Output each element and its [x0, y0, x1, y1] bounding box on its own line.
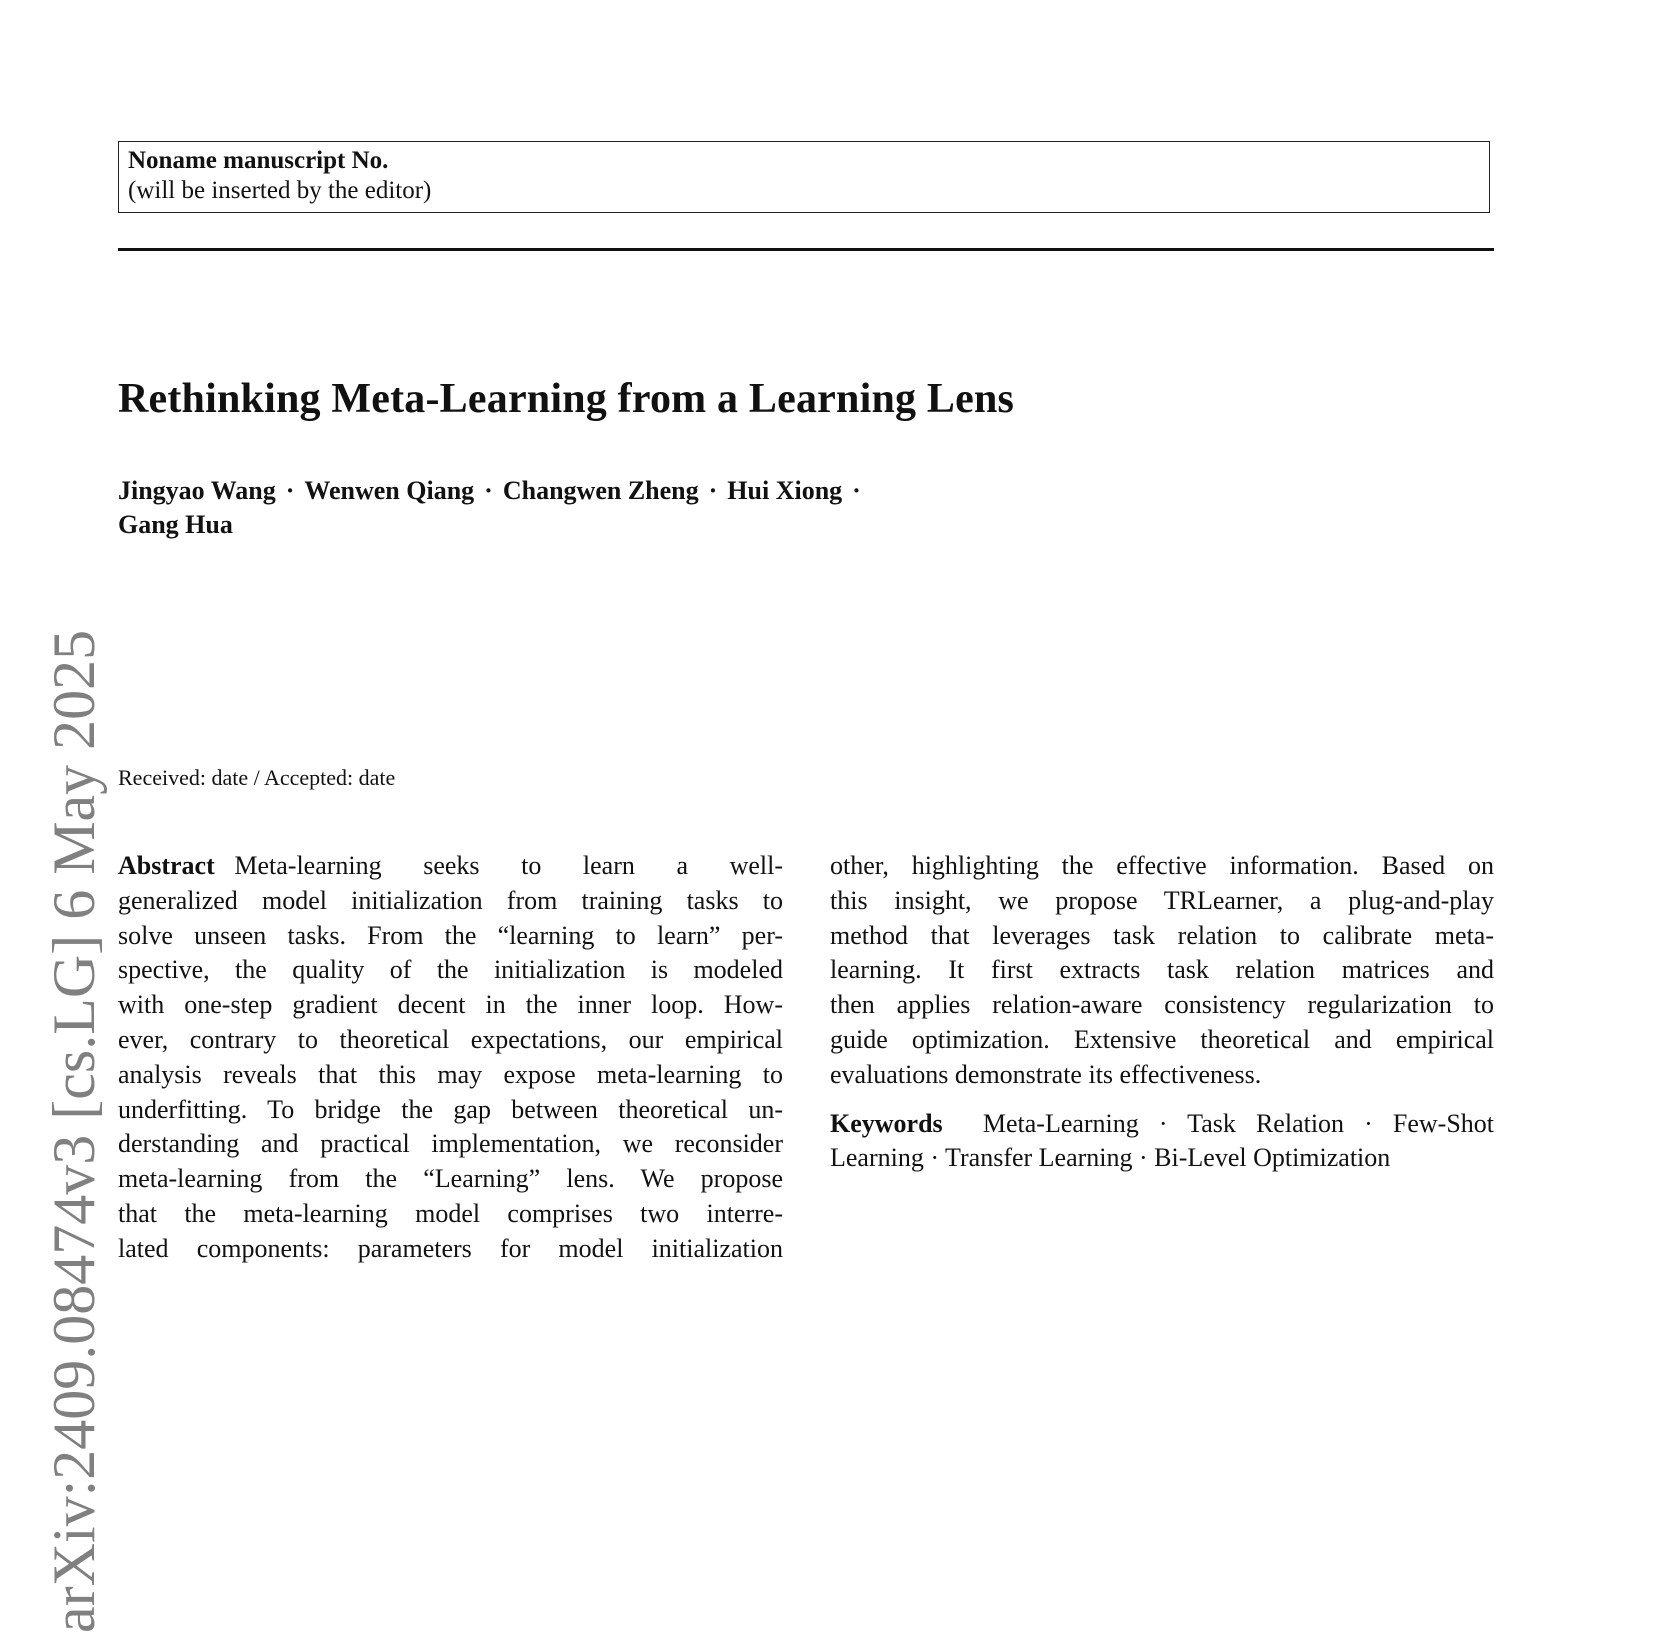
abstract-line: underfitting. To bridge the gap between theoretical un-	[118, 1094, 783, 1124]
author: Changwen Zheng	[502, 476, 699, 505]
authors-line-1	[118, 474, 1118, 508]
authors-line-2	[118, 508, 1118, 542]
abstract-line: evaluations demonstrate its effectiveness.	[830, 1059, 1262, 1089]
keywords-line: Learning · Transfer Learning · Bi-Level Optimization	[830, 1143, 1391, 1173]
keywords-text: Meta-Learning · Task Relation · Few-Shot	[982, 1108, 1495, 1138]
keywords-label: Keywords	[830, 1108, 943, 1138]
header-rule	[118, 248, 1494, 251]
abstract-line: other, highlighting the effective information. Based on	[830, 851, 1494, 880]
abstract-line: analysis reveals that this may expose meta-learning to	[118, 1059, 783, 1089]
abstract-text: Meta-learning seeks to learn a well-	[234, 851, 784, 880]
abstract-line: generalized model initialization from training tasks to	[118, 885, 783, 915]
editor-note: (will be inserted by the editor)	[128, 177, 432, 204]
abstract-line: with one-step gradient decent in the inner loop. How-	[118, 990, 783, 1020]
abstract-line: spective, the quality of the initialization is modeled	[118, 955, 783, 985]
abstract-line: guide optimization. Extensive theoretical and empirical	[830, 1024, 1494, 1054]
author-separator: ·	[852, 476, 861, 505]
abstract-right-column	[830, 849, 1494, 1176]
keywords-line	[830, 1107, 1494, 1142]
author: Jingyao Wang	[118, 476, 276, 505]
author: Wenwen Qiang	[304, 476, 475, 505]
abstract-line: that the meta-learning model comprises two interre-	[118, 1198, 783, 1228]
abstract-line: this insight, we propose TRLearner, a plug-and-play	[830, 885, 1494, 915]
abstract-left-column	[118, 849, 783, 1267]
manuscript-label: Noname manuscript No.	[128, 147, 389, 174]
authors	[118, 474, 1118, 542]
abstract-line: then applies relation-aware consistency regularization to	[830, 990, 1494, 1020]
author-separator: ·	[484, 476, 493, 505]
abstract-line: derstanding and practical implementation, we reconsider	[118, 1129, 783, 1159]
abstract-line: learning. It first extracts task relation matrices and	[830, 955, 1494, 985]
abstract-line: lated components: parameters for model initialization	[118, 1233, 783, 1263]
author-separator: ·	[285, 476, 295, 505]
abstract-line	[118, 849, 783, 884]
arxiv-watermark	[41, 238, 107, 1633]
author: Gang Hua	[118, 510, 233, 539]
paper-title: Rethinking Meta-Learning from a Learning Lens	[118, 376, 1015, 422]
received-accepted: Received: date / Accepted: date	[118, 765, 396, 790]
arxiv-id: arXiv:2409.08474v3 [cs.LG] 6 May 2025	[41, 629, 107, 1633]
author-separator: ·	[708, 476, 718, 505]
abstract-line: meta-learning from the “Learning” lens. We propose	[118, 1164, 783, 1194]
keywords	[830, 1107, 1494, 1177]
editor-box	[118, 141, 1490, 213]
author: Hui Xiong	[727, 476, 843, 505]
abstract-line: method that leverages task relation to calibrate meta-	[830, 920, 1494, 950]
abstract-label: Abstract	[118, 851, 215, 880]
abstract-line: ever, contrary to theoretical expectations, our empirical	[118, 1024, 783, 1054]
abstract-line: solve unseen tasks. From the “learning to learn” per-	[118, 920, 783, 950]
